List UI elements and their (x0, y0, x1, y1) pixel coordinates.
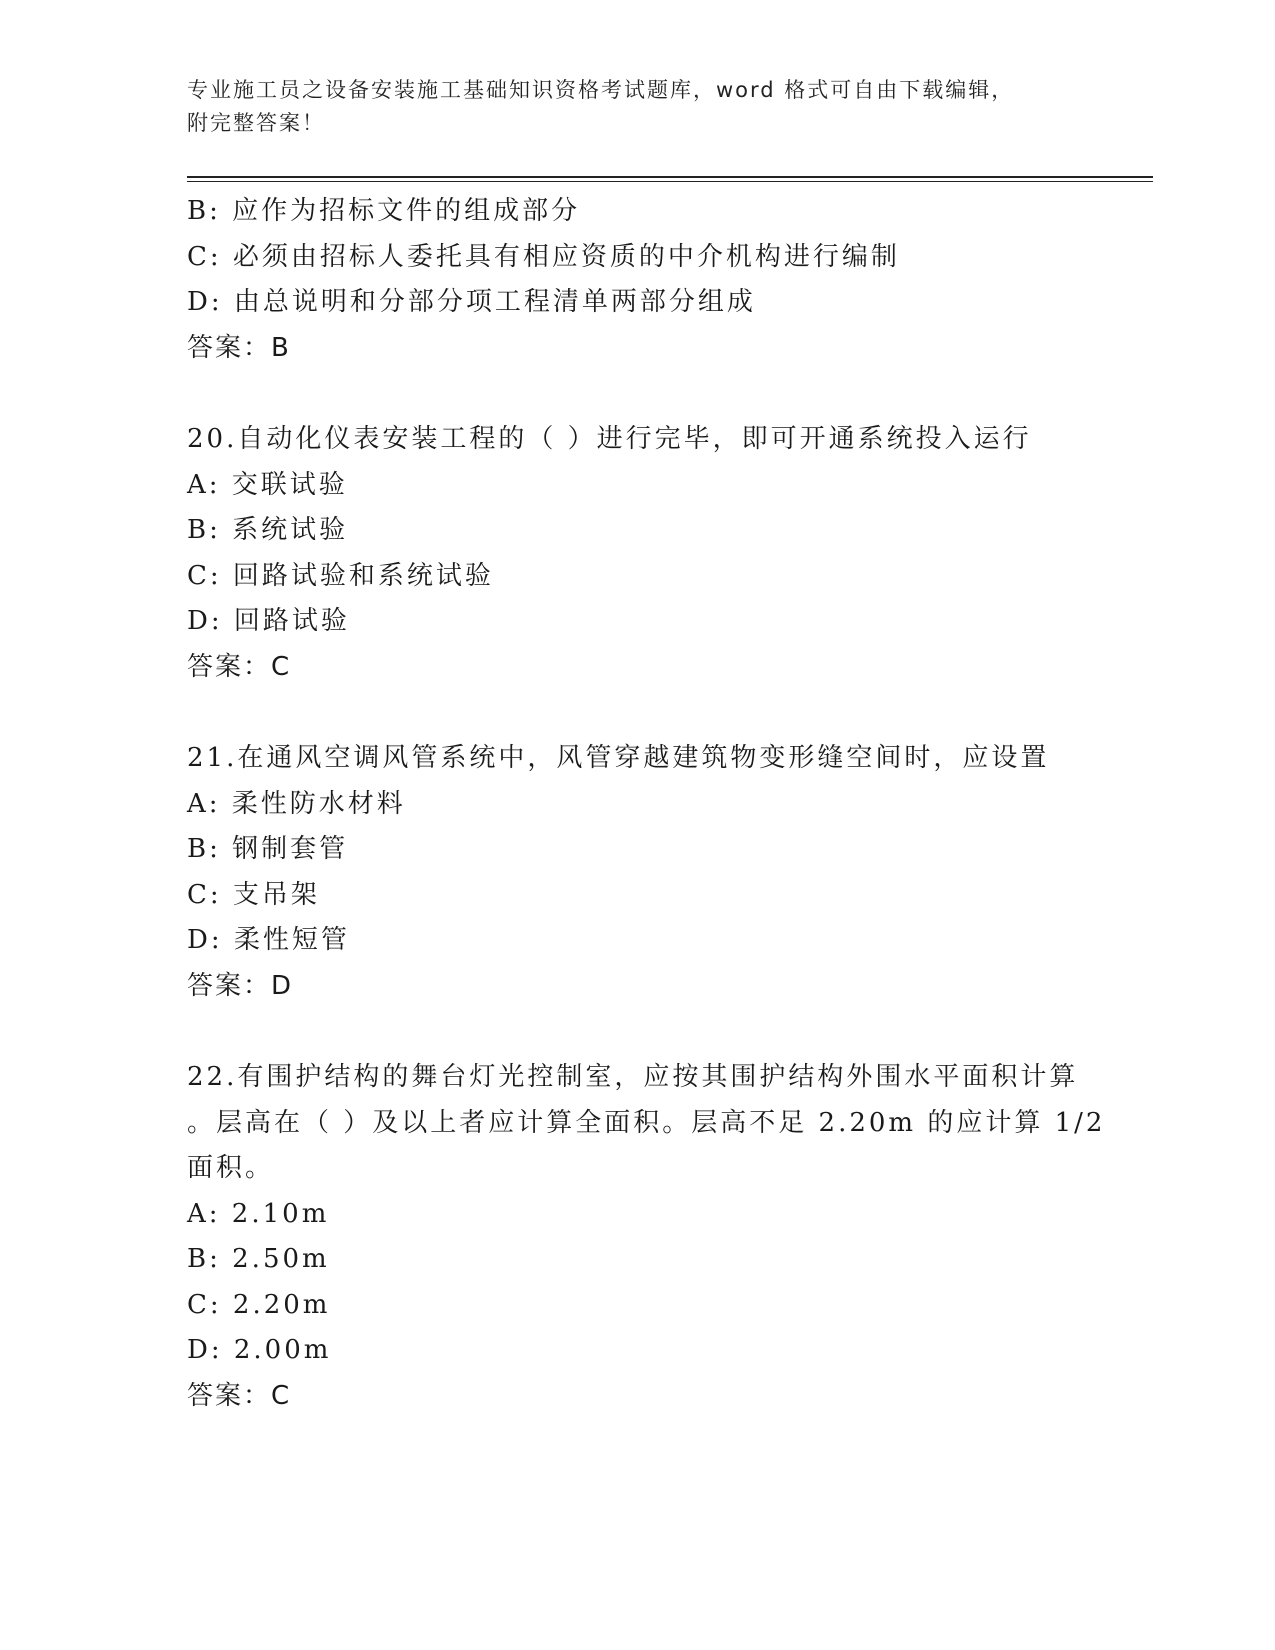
question-21 (187, 736, 1087, 1009)
question-stem: 21.在通风空调风管系统中，风管穿越建筑物变形缝空间时，应设置 (187, 743, 1050, 773)
option-d: D: 由总说明和分部分项工程清单两部分组成 (187, 287, 756, 317)
header-line-2: 附完整答案！ (187, 111, 325, 135)
option-c: C: 2.20m (187, 1289, 331, 1320)
question-stem: 20.自动化仪表安装工程的（ ）进行完毕，即可开通系统投入运行 (187, 424, 1032, 454)
header-line-1: 专业施工员之设备安装施工基础知识资格考试题库，word 格式可自由下载编辑， (187, 78, 1015, 102)
option-b: B: 钢制套管 (187, 834, 349, 864)
option-a: A: 2.10m (187, 1198, 330, 1229)
question-stem-line-1: 22.有围护结构的舞台灯光控制室，应按其围护结构外围水平面积计算 (187, 1062, 1079, 1092)
question-20 (187, 417, 1087, 690)
option-c: C: 支吊架 (187, 879, 320, 910)
option-b: B: 2.50m (187, 1244, 330, 1274)
answer: 答案：D (187, 970, 294, 1001)
document-header (187, 74, 1087, 140)
question-22 (187, 1055, 1106, 1419)
option-a: A: 柔性防水材料 (187, 788, 406, 819)
header-rule-thin (187, 181, 1153, 182)
option-d: D: 2.00m (187, 1335, 332, 1365)
question-stem-line-3: 面积。 (187, 1153, 275, 1183)
option-d: D: 柔性短管 (187, 925, 350, 955)
option-d: D: 回路试验 (187, 606, 350, 636)
answer: 答案：B (187, 332, 291, 363)
question-19 (187, 189, 1087, 371)
header-rule-thick (187, 176, 1153, 178)
answer: 答案：C (187, 1380, 292, 1411)
question-list (187, 189, 1106, 1419)
question-stem-line-2: 。层高在（ ）及以上者应计算全面积。层高不足 2.20m 的应计算 1/2 (187, 1107, 1106, 1138)
answer: 答案：C (187, 651, 292, 682)
option-c: C: 必须由招标人委托具有相应资质的中介机构进行编制 (187, 241, 900, 272)
option-b: B: 应作为招标文件的组成部分 (187, 196, 581, 226)
option-c: C: 回路试验和系统试验 (187, 560, 494, 591)
option-b: B: 系统试验 (187, 515, 349, 545)
option-a: A: 交联试验 (187, 469, 348, 500)
